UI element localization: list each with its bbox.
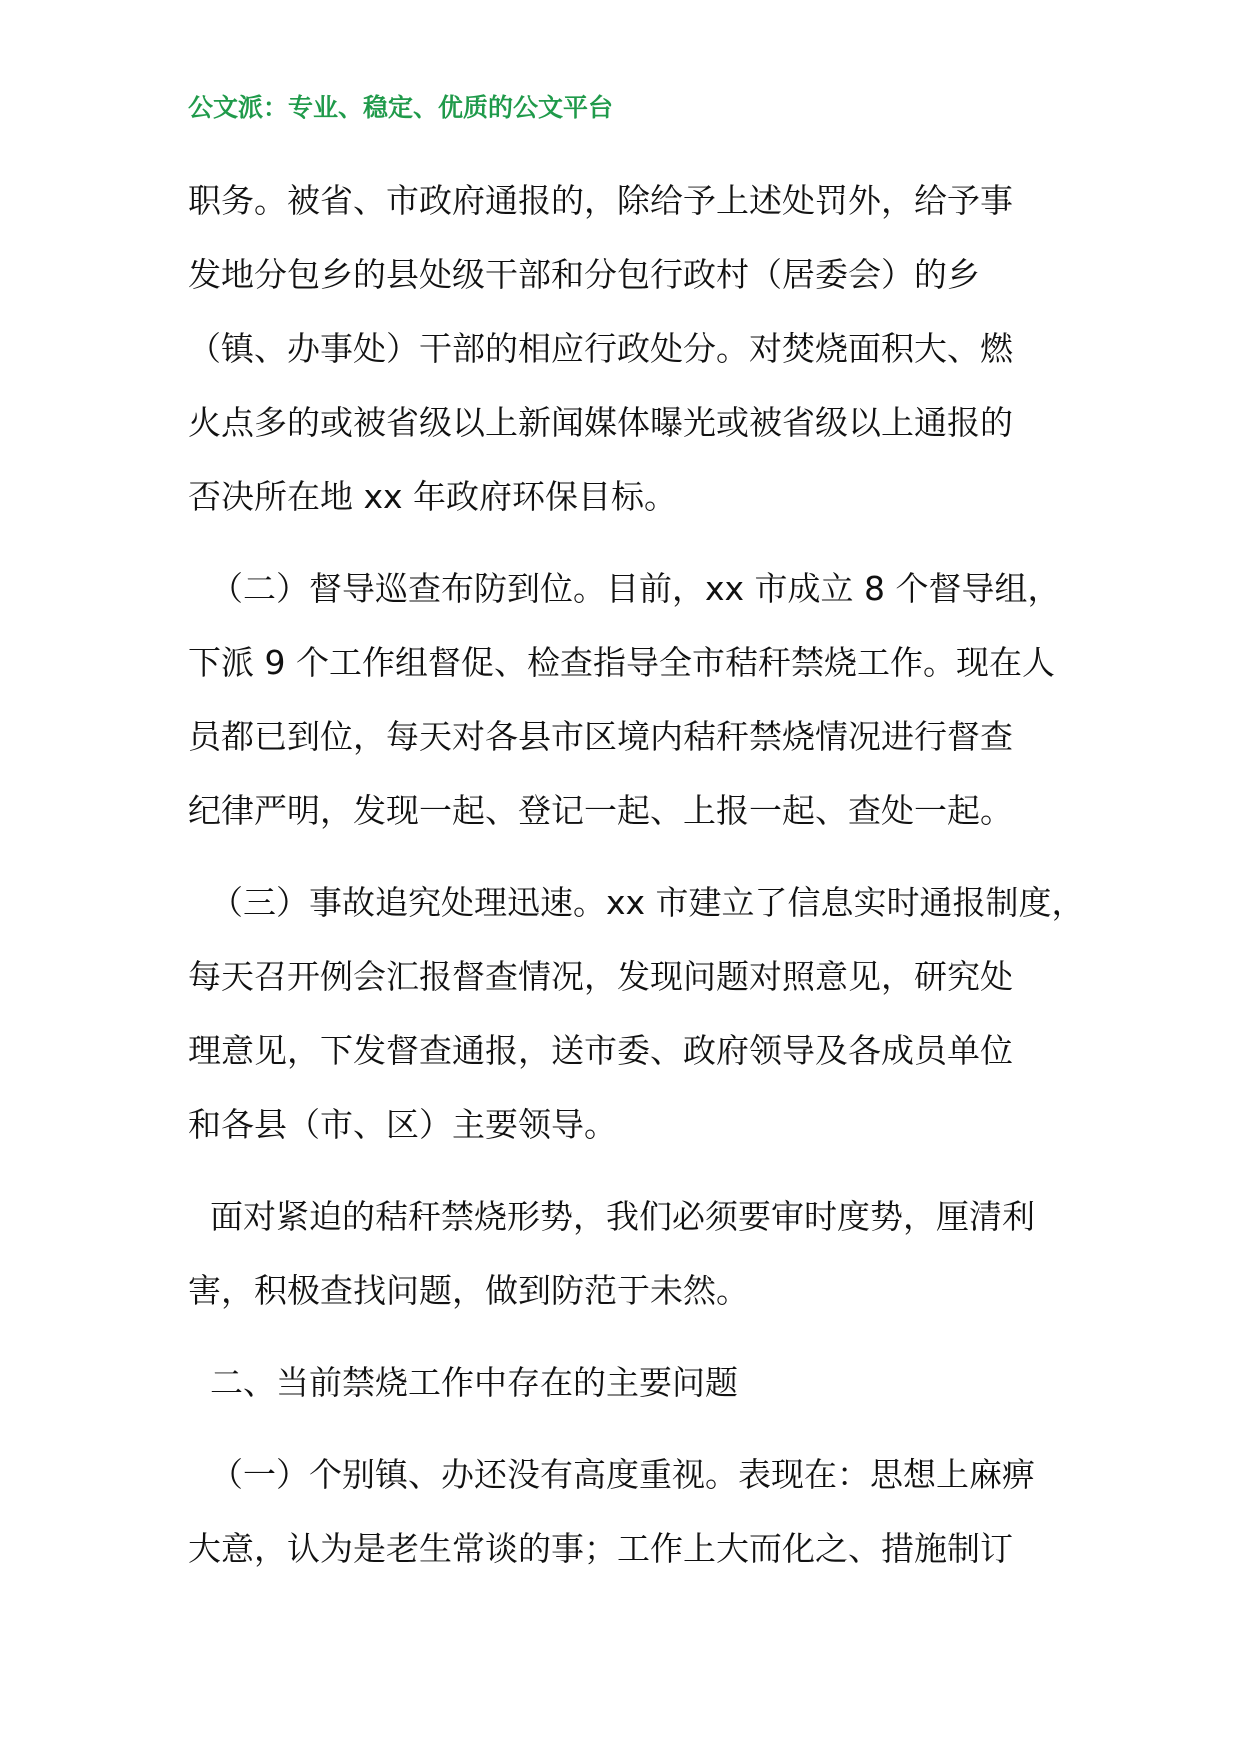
text-line: （镇、办事处）干部的相应行政处分。对焚烧面积大、燃 [188, 329, 1013, 368]
paragraph-5 [188, 1438, 1078, 1586]
paragraph-4 [188, 1180, 1078, 1328]
text-line: 和各县（市、区）主要领导。 [188, 1105, 617, 1144]
text-line: 发地分包乡的县处级干部和分包行政村（居委会）的乡 [188, 255, 980, 294]
text-line: 纪律严明，发现一起、登记一起、上报一起、查处一起。 [188, 791, 1013, 830]
text-line: 员都已到位，每天对各县市区境内秸秆禁烧情况进行督查 [188, 717, 1013, 756]
text-line: 大意，认为是老生常谈的事；工作上大而化之、措施制订 [188, 1529, 1013, 1568]
text-line: 每天召开例会汇报督查情况，发现问题对照意见，研究处 [188, 957, 1013, 996]
paragraph-1 [188, 164, 1078, 534]
heading-line: 二、当前禁烧工作中存在的主要问题 [210, 1363, 738, 1402]
paragraph-3 [188, 866, 1085, 1162]
text-line: 害，积极查找问题，做到防范于未然。 [188, 1271, 749, 1310]
text-line: （一）个别镇、办还没有高度重视。表现在：思想上麻痹 [210, 1455, 1035, 1494]
text-line: 面对紧迫的秸秆禁烧形势，我们必须要审时度势，厘清利 [210, 1197, 1035, 1236]
text-line: 职务。被省、市政府通报的，除给予上述处罚外，给予事 [188, 181, 1013, 220]
paragraph-2 [188, 552, 1078, 848]
text-line: 火点多的或被省级以上新闻媒体曝光或被省级以上通报的 [188, 403, 1013, 442]
text-line: 理意见，下发督查通报，送市委、政府领导及各成员单位 [188, 1031, 1013, 1070]
text-line: （二）督导巡查布防到位。目前，xx 市成立 8 个督导组， [210, 569, 1061, 608]
text-line: 下派 9 个工作组督促、检查指导全市秸秆禁烧工作。现在人 [188, 643, 1055, 682]
text-line: （三）事故追究处理迅速。xx 市建立了信息实时通报制度， [210, 883, 1085, 922]
section-heading [188, 1346, 1078, 1420]
text-line: 否决所在地 xx 年政府环保目标。 [188, 477, 678, 516]
document-body [188, 164, 1085, 1586]
page-header: 公文派：专业、稳定、优质的公文平台 [188, 93, 614, 122]
